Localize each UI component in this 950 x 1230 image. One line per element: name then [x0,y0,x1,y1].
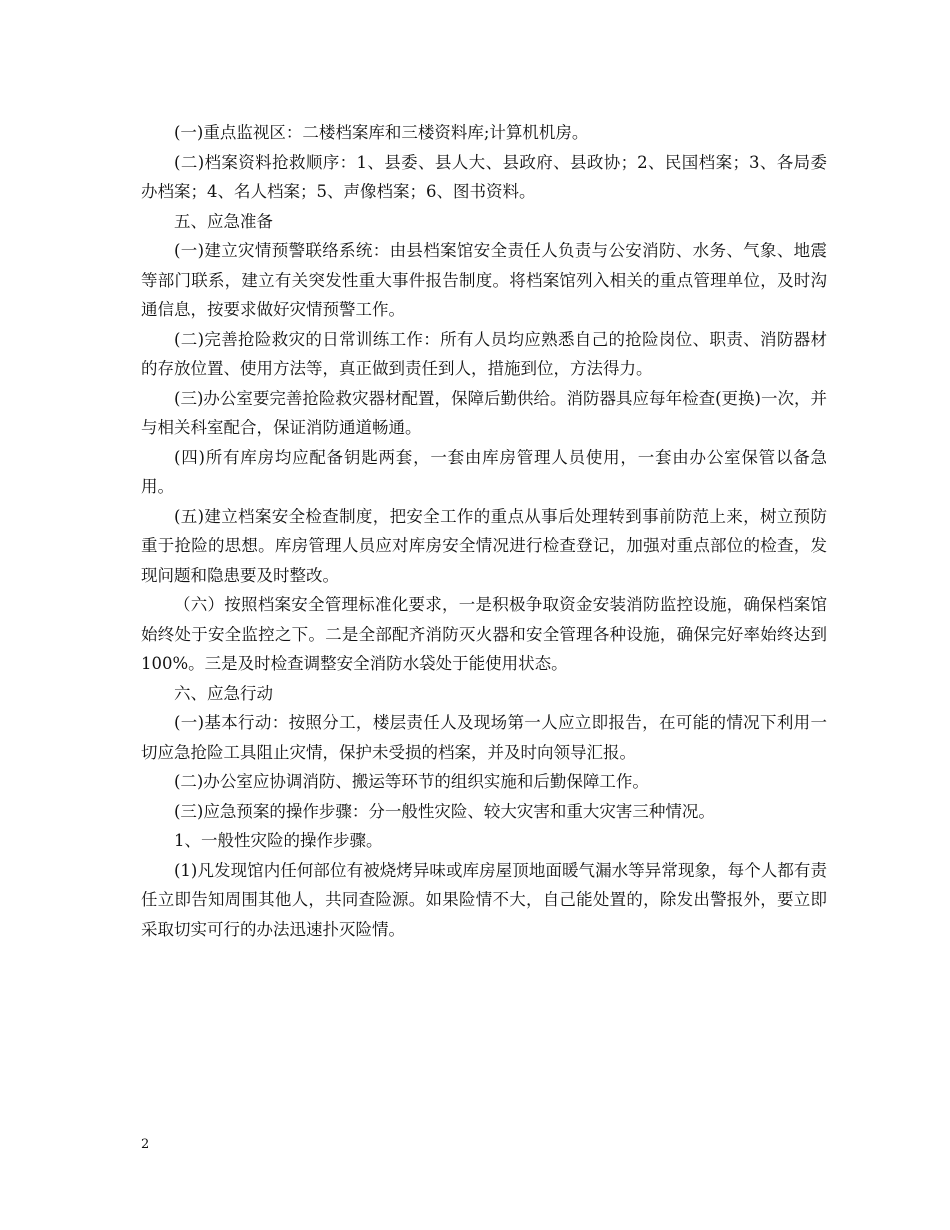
paragraph-operation-steps: (三)应急预案的操作步骤：分一般性灾险、较大灾害和重大灾害三种情况。 [174,801,715,821]
paragraph-equipment: (三)办公室要完善抢险救灾器材配置，保障后勤供给。消防器具应每年检查(更换)一次，并与相关科室配合，保证消防通道畅通。 [141,388,827,437]
paragraph-standardization: （六）按照档案安全管理标准化要求，一是积极争取资金安装消防监控设施，确保档案馆始终处于安全监控之下。二是全部配齐消防灭火器和安全管理各种设施，确保完好率始终达到100%。三是及时检查调整安全消防水袋处于能使用状态。 [141,595,827,673]
paragraph-keys: (四)所有库房均应配备钥匙两套，一套由库房管理人员使用，一套由办公室保管以备急用。 [141,447,827,496]
paragraph-rescue-order: (二)档案资料抢救顺序：1、县委、县人大、县政府、县政协；2、民国档案；3、各局委办档案；4、名人档案；5、声像档案；6、图书资料。 [141,152,827,201]
paragraph-safety-inspection: (五)建立档案安全检查制度，把安全工作的重点从事后处理转到事前防范上来，树立预防重于抢险的思想。库房管理人员应对库房安全情况进行检查登记，加强对重点部位的检查，发现问题和隐患要及时整改。 [141,506,827,585]
section-heading-emergency-action: 六、应急行动 [174,683,273,703]
page-number: 2 [141,1137,150,1152]
subheading-general-hazard: 1、一般性灾险的操作步骤。 [174,831,383,850]
paragraph-warning-system: (一)建立灾情预警联络系统：由县档案馆安全责任人负责与公安消防、水务、气象、地震等部门联系，建立有关突发性重大事件报告制度。将档案馆列入相关的重点管理单位，及时沟通信息，按要求做好灾情预警工作。 [141,241,827,319]
section-heading-emergency-preparation: 五、应急准备 [174,211,273,231]
paragraph-monitoring-zone: (一)重点监视区：二楼档案库和三楼资料库;计算机机房。 [174,123,589,142]
paragraph-general-hazard-step-1: (1)凡发现馆内任何部位有被烧烤异味或库房屋顶地面暖气漏水等异常现象，每个人都有责任立即告知周围其他人，共同查险源。如果险情不大，自己能处置的，除发出警报外，要立即采取切实可行的办法迅速扑灭险情。 [141,860,827,939]
paragraph-basic-action: (一)基本行动：按照分工，楼层责任人及现场第一人应立即报告，在可能的情况下利用一切应急抢险工具阻止灾情，保护未受损的档案，并及时向领导汇报。 [141,713,827,762]
paragraph-daily-training: (二)完善抢险救灾的日常训练工作：所有人员均应熟悉自己的抢险岗位、职责、消防器材的存放位置、使用方法等，真正做到责任到人，措施到位，方法得力。 [141,329,827,378]
paragraph-office-coordination: (二)办公室应协调消防、搬运等环节的组织实施和后勤保障工作。 [174,772,649,791]
document-body [141,118,827,944]
